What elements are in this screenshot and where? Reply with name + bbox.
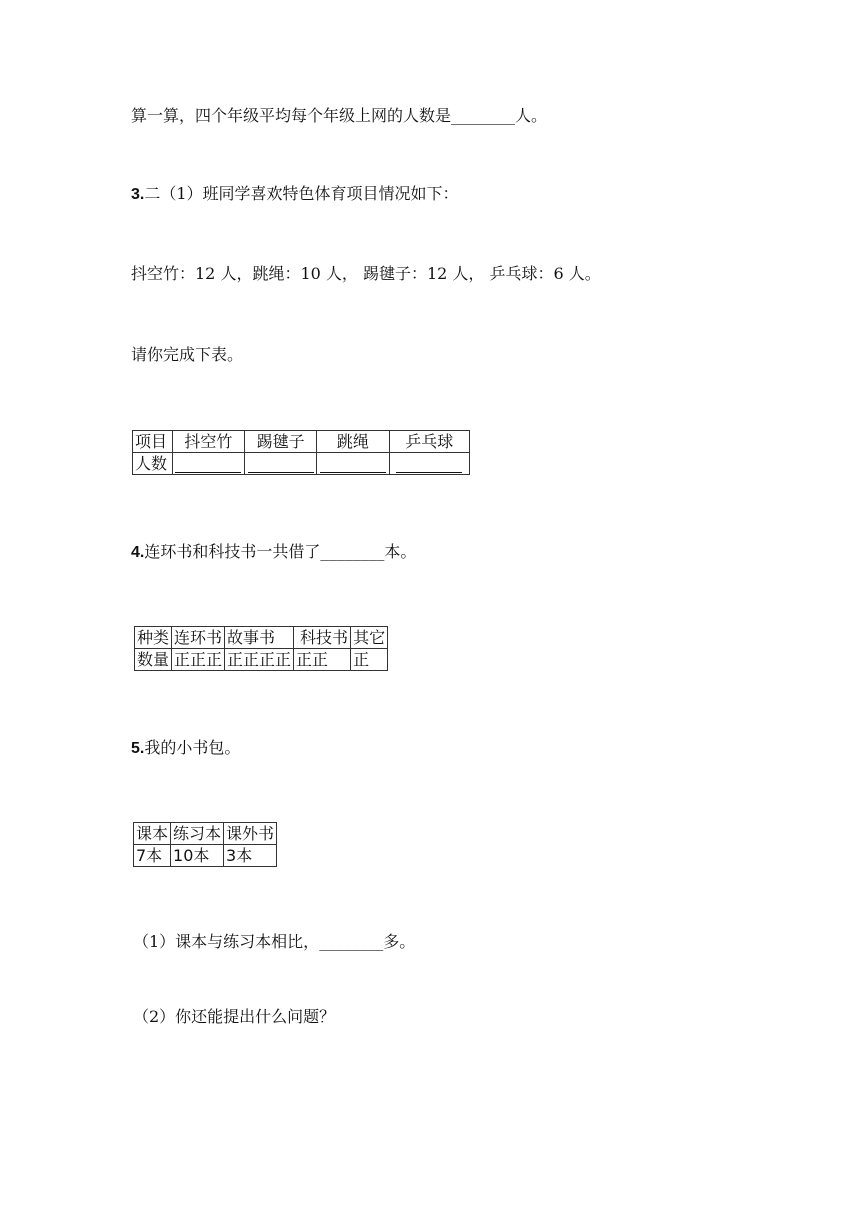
table-row xyxy=(135,627,388,649)
table-header: 连环书 xyxy=(172,627,225,649)
answer-cell-pingpang[interactable] xyxy=(389,453,469,475)
q4-question xyxy=(131,542,416,563)
table-cell: 3本 xyxy=(224,845,277,867)
q5-sub1-answer-blank[interactable]: ________ xyxy=(319,932,384,951)
table-header: 故事书 xyxy=(225,627,294,649)
table-cell: 数量 xyxy=(135,649,172,671)
table-cell: 正正 xyxy=(294,649,351,671)
table-header: 种类 xyxy=(135,627,172,649)
q4-prefix: 连环书和科技书一共借了 xyxy=(144,542,321,561)
q2-average-question xyxy=(131,106,547,126)
table-header: 其它 xyxy=(351,627,388,649)
q2-answer-blank[interactable]: ________ xyxy=(451,106,516,125)
q5-title-text: 我的小书包。 xyxy=(144,738,241,757)
q5-title xyxy=(131,738,240,759)
q5-sub1-suffix: 多。 xyxy=(383,932,416,951)
table-row xyxy=(133,453,470,475)
q2-suffix: 人。 xyxy=(515,106,548,125)
q3-data-line: 抖空竹：12 人，跳绳：10 人， 踢毽子：12 人， 乒乓球：6 人。 xyxy=(131,264,601,283)
q4-number: 4. xyxy=(131,544,145,561)
table-row xyxy=(134,823,277,845)
table-cell: 正正正 xyxy=(172,649,225,671)
answer-blank[interactable] xyxy=(175,455,241,473)
table-header: 练习本 xyxy=(171,823,224,845)
q5-sub1 xyxy=(133,932,415,952)
answer-blank[interactable] xyxy=(248,455,314,473)
table-row xyxy=(135,649,388,671)
table-cell: 正正正正 xyxy=(225,649,294,671)
q5-sub2: （2）你还能提出什么问题？ xyxy=(133,1007,336,1026)
table-header: 踢毽子 xyxy=(244,431,316,453)
q5-number: 5. xyxy=(131,740,145,757)
table-header: 乒乓球 xyxy=(389,431,469,453)
table-cell: 正 xyxy=(351,649,388,671)
answer-cell-tijianzi[interactable] xyxy=(244,453,316,475)
table-header: 抖空竹 xyxy=(172,431,244,453)
q4-table xyxy=(134,626,388,671)
q3-title xyxy=(131,184,459,205)
table-cell: 7本 xyxy=(134,845,171,867)
q2-prefix: 算一算，四个年级平均每个年级上网的人数是 xyxy=(131,106,452,125)
q4-answer-blank[interactable]: ________ xyxy=(320,542,385,561)
q3-number: 3. xyxy=(131,186,145,203)
table-cell: 10本 xyxy=(171,845,224,867)
q5-table xyxy=(133,822,277,867)
table-row-label: 人数 xyxy=(133,453,173,475)
table-header: 跳绳 xyxy=(317,431,389,453)
table-header: 课本 xyxy=(134,823,171,845)
table-row xyxy=(133,431,470,453)
q4-suffix: 本。 xyxy=(384,542,417,561)
answer-cell-tiaosheng[interactable] xyxy=(317,453,389,475)
table-header: 项目 xyxy=(133,431,173,453)
q3-title-text: 二（1）班同学喜欢特色体育项目情况如下： xyxy=(144,184,459,203)
table-header: 课外书 xyxy=(224,823,277,845)
answer-blank[interactable] xyxy=(396,455,462,473)
answer-cell-doukongzhu[interactable] xyxy=(172,453,244,475)
q5-sub1-prefix: （1）课本与练习本相比， xyxy=(133,932,320,951)
answer-blank[interactable] xyxy=(320,455,386,473)
q3-table xyxy=(132,430,470,475)
table-header: 科技书 xyxy=(294,627,351,649)
q3-instruction: 请你完成下表。 xyxy=(131,345,244,364)
table-row xyxy=(134,845,277,867)
